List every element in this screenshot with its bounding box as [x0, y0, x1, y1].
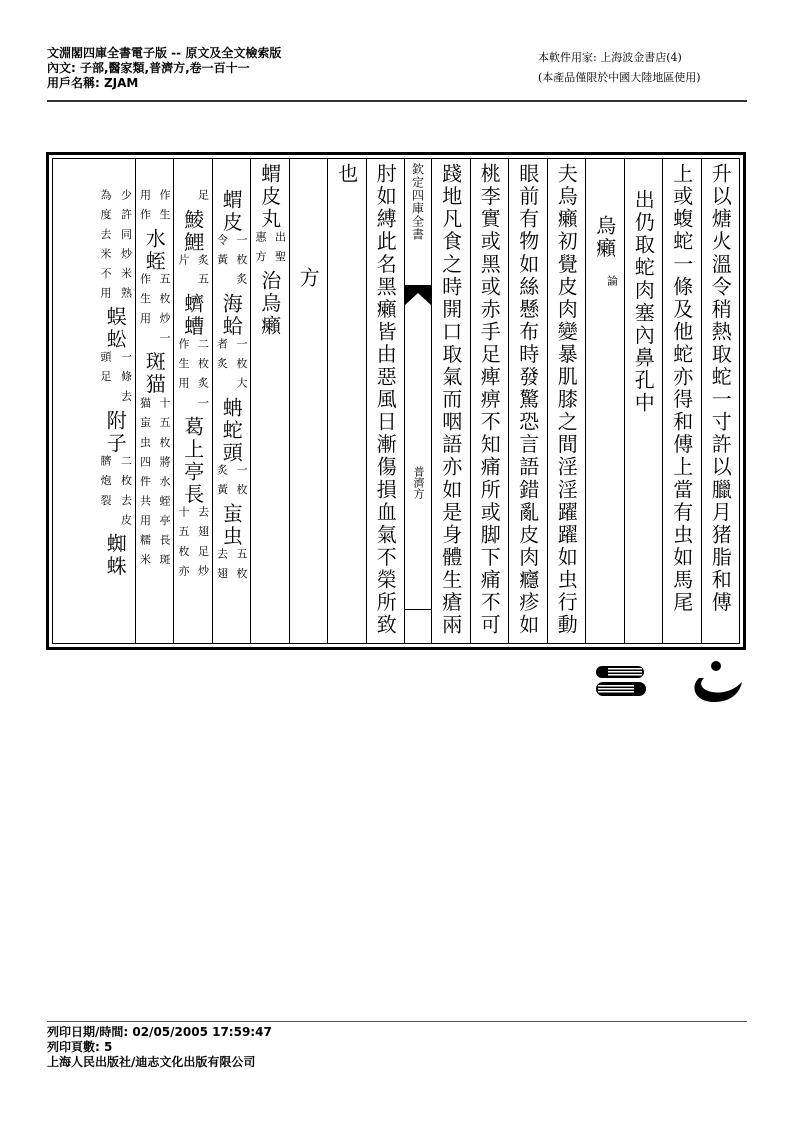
annotation-text: 一	[158, 331, 171, 352]
page-frame	[46, 152, 746, 650]
annotation-text	[216, 377, 228, 389]
annotation-text: 一枚	[235, 234, 248, 274]
main-text: 鯪鯉	[180, 208, 205, 254]
annotation-text	[177, 397, 189, 409]
header-divider	[47, 100, 747, 102]
annotation-text: 去翅	[215, 548, 229, 588]
footer-divider	[47, 1021, 747, 1022]
left-column	[289, 159, 328, 643]
section-note: 論	[605, 275, 619, 286]
main-text: 治烏癩	[257, 269, 282, 338]
main-text: 海蛤	[219, 292, 244, 338]
annotation-text	[177, 189, 189, 201]
main-text: 葛上亭長	[180, 416, 205, 507]
annotation-text: 用	[177, 376, 190, 397]
header-title: 文淵閣四庫全書電子版 -- 原文及全文檢索版	[47, 46, 282, 60]
annotation-text	[216, 273, 228, 285]
column-text: 夫烏癩初覺皮肉變暴肌膝之間淫淫躍躍如虫行動	[554, 163, 579, 637]
annotation-text: 炙	[196, 376, 210, 397]
annotation-text	[139, 332, 151, 344]
header-username: 用戶名稱: ZJAM	[47, 76, 139, 90]
column-text: 踐地凡食之時開口取氣而咽語亦如是身體生瘡兩	[438, 163, 463, 637]
annotated-column	[173, 159, 212, 643]
annotated-column	[96, 159, 135, 643]
publisher-logo	[594, 660, 744, 710]
column-text: 上或蝮蛇一條及他蛇亦得和傅上當有虫如馬尾	[669, 163, 694, 614]
column-text: 肘如縛此名黑癩皆由惡風日漸傷損血氣不榮所致	[373, 163, 398, 637]
annotated-column	[250, 159, 289, 643]
main-text: 斑猫	[142, 351, 167, 397]
right-column	[624, 159, 663, 643]
right-column	[701, 159, 740, 643]
annotation-text: 少許同炒米熟	[119, 189, 133, 307]
main-text: 蜘蛛	[103, 533, 128, 579]
annotation-text: 用作	[138, 189, 152, 229]
annotation-text: 者炙	[215, 337, 229, 377]
main-text: 水蛭	[142, 228, 167, 274]
annotation-text: 炙	[235, 273, 248, 293]
left-column	[366, 159, 405, 643]
main-text: 附子	[103, 410, 128, 456]
right-column	[508, 159, 547, 643]
column-text: 眼前有物如絲懸布時發驚恐言語錯亂皮肉癮疹如	[515, 163, 540, 637]
right-column	[585, 159, 624, 643]
annotation-text: 令黃	[215, 234, 229, 274]
right-column	[662, 159, 701, 643]
footer	[47, 1025, 272, 1070]
annotation-text: 一枚	[235, 337, 248, 377]
header-content-path: 內文: 子部,醫家類,普濟方,卷一百十一	[47, 61, 250, 75]
main-text: 䖟虫	[219, 503, 244, 549]
spine-rule	[405, 609, 431, 610]
header-licensee: 本軟件用家: 上海波金書店(4)	[538, 51, 682, 64]
annotation-text: 大	[235, 376, 248, 397]
right-column	[470, 159, 509, 643]
annotation-text: 惠方	[254, 230, 267, 270]
main-text: 蠐螬	[180, 292, 205, 338]
annotation-text: 二枚	[196, 337, 210, 377]
annotation-text: 二枚去皮	[119, 455, 133, 534]
fish-tail-mark	[405, 285, 431, 305]
annotation-text: 作生	[177, 337, 190, 377]
annotation-text: 作生用	[138, 273, 152, 332]
books-logo-icon	[594, 660, 744, 710]
header-right	[538, 48, 701, 88]
annotation-text: 炙	[196, 253, 210, 274]
annotation-text: 片	[177, 253, 190, 274]
annotation-text: 一條去	[119, 351, 133, 411]
annotation-text: 五枚炒	[158, 273, 171, 332]
main-text: 蝟皮	[219, 189, 244, 235]
right-column	[431, 159, 470, 643]
annotation-text: 五	[196, 273, 210, 293]
column-text: 出仍取蛇肉塞內鼻孔中	[631, 189, 656, 415]
annotation-text: 為度去米不用	[99, 189, 112, 307]
publisher-credit: 上海人民出版社/迪志文化出版有限公司	[47, 1055, 256, 1069]
right-column	[547, 159, 586, 643]
print-datetime: 列印日期/時間: 02/05/2005 17:59:47	[47, 1025, 272, 1039]
header-region-notice: (本產品僅限於中國大陸地區使用)	[538, 71, 701, 84]
annotation-text: 作生	[158, 189, 171, 229]
annotated-column	[212, 159, 251, 643]
column-text: 桃李實或黑或赤手足痺痹不知痛所或脚下痛不可	[477, 163, 502, 637]
annotation-text: 一枚	[235, 464, 248, 504]
annotation-text	[177, 273, 189, 285]
annotation-text: 出聖	[273, 230, 287, 270]
column-text: 方	[296, 267, 321, 290]
main-text: 蚺蛇頭	[219, 396, 244, 465]
left-column	[327, 159, 366, 643]
section-heading: 烏癩	[592, 215, 617, 261]
column-text: 升以煻火溫令稍熱取蛇一寸許以臘月猪脂和傅	[708, 163, 733, 614]
annotation-text: 一	[196, 396, 210, 417]
annotation-text: 五枚	[235, 548, 248, 588]
spine-subtitle: 普濟方	[412, 466, 425, 499]
main-text: 蝟皮丸	[257, 163, 282, 231]
annotation-text: 猫䖟虫四件共用糯米	[138, 396, 152, 573]
print-page-count: 列印頁數: 5	[47, 1040, 113, 1054]
annotation-text: 炙黃	[215, 464, 229, 504]
annotation-text: 頭足	[99, 351, 112, 391]
column-text: 也	[334, 163, 359, 186]
annotation-text: 臍炮裂	[99, 455, 112, 514]
annotation-text: 去翅足炒	[196, 506, 210, 585]
annotated-column	[135, 159, 174, 643]
header-left	[47, 46, 281, 91]
annotation-text: 十五枚亦	[177, 506, 190, 585]
center-spine-column	[404, 159, 431, 643]
annotation-text: 足	[196, 189, 210, 209]
text-columns	[52, 158, 740, 644]
annotation-text: 十五枚將水蛭亭長斑	[158, 396, 171, 573]
main-text: 蜈蚣	[103, 306, 128, 352]
spine-title: 欽定四庫全書	[410, 163, 425, 241]
